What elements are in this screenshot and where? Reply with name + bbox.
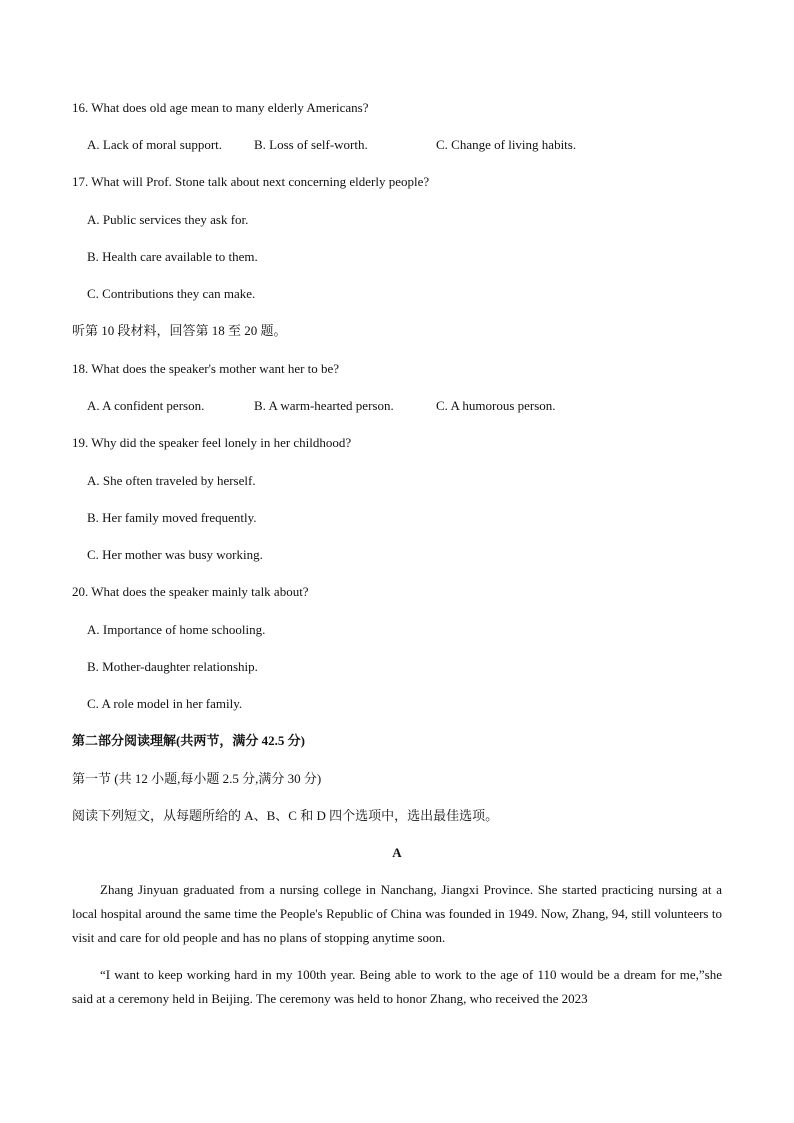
section-1-heading: 第一节 (共 12 小题,每小题 2.5 分,满分 30 分) (72, 771, 322, 786)
question-19-option-b: B. Her family moved frequently. (87, 510, 257, 525)
part-2-heading: 第二部分阅读理解(共两节，满分 42.5 分) (72, 733, 305, 748)
reading-instructions: 阅读下列短文，从每题所给的 A、B、C 和 D 四个选项中，选出最佳选项。 (72, 808, 499, 823)
question-16-stem: 16. What does old age mean to many elderly Americans? (72, 100, 369, 115)
question-20-option-a: A. Importance of home schooling. (87, 622, 266, 637)
passage-paragraph-1: Zhang Jinyuan graduated from a nursing college in Nanchang, Jiangxi Province. She started practicing nursing at a local hospital around the same time the People's Republic of China was founded in 1949. Now, Zhang, 94, still volunteers to visit and care for old people and has no plans of stopping anytime soon. (72, 882, 722, 945)
passage-label: A (392, 845, 402, 860)
section-10-instruction: 听第 10 段材料，回答第 18 至 20 题。 (72, 323, 287, 338)
option-a: A. A confident person. (87, 398, 205, 413)
question-17-option-c: C. Contributions they can make. (87, 286, 256, 301)
option-b: B. Loss of self-worth. (254, 137, 368, 152)
question-20-stem: 20. What does the speaker mainly talk about? (72, 584, 309, 599)
question-17-option-a: A. Public services they ask for. (87, 212, 249, 227)
option-b: B. A warm-hearted person. (254, 398, 394, 413)
option-a: A. Lack of moral support. (87, 137, 223, 152)
passage-paragraph-2: “I want to keep working hard in my 100th year. Being able to work to the age of 110 would be a dream for me,”she said at a ceremony held in Beijing. The ceremony was held to honor Zhang, who received the 2023 (72, 967, 722, 1006)
question-17-stem: 17. What will Prof. Stone talk about next concerning elderly people? (72, 174, 430, 189)
option-c: C. A humorous person. (436, 398, 556, 413)
question-19-option-c: C. Her mother was busy working. (87, 547, 263, 562)
question-20-option-c: C. A role model in her family. (87, 696, 243, 711)
option-c: C. Change of living habits. (436, 137, 577, 152)
question-18-stem: 18. What does the speaker's mother want her to be? (72, 361, 340, 376)
question-20-option-b: B. Mother-daughter relationship. (87, 659, 258, 674)
question-17-option-b: B. Health care available to them. (87, 249, 258, 264)
question-19-stem: 19. Why did the speaker feel lonely in her childhood? (72, 435, 352, 450)
question-19-option-a: A. She often traveled by herself. (87, 473, 256, 488)
